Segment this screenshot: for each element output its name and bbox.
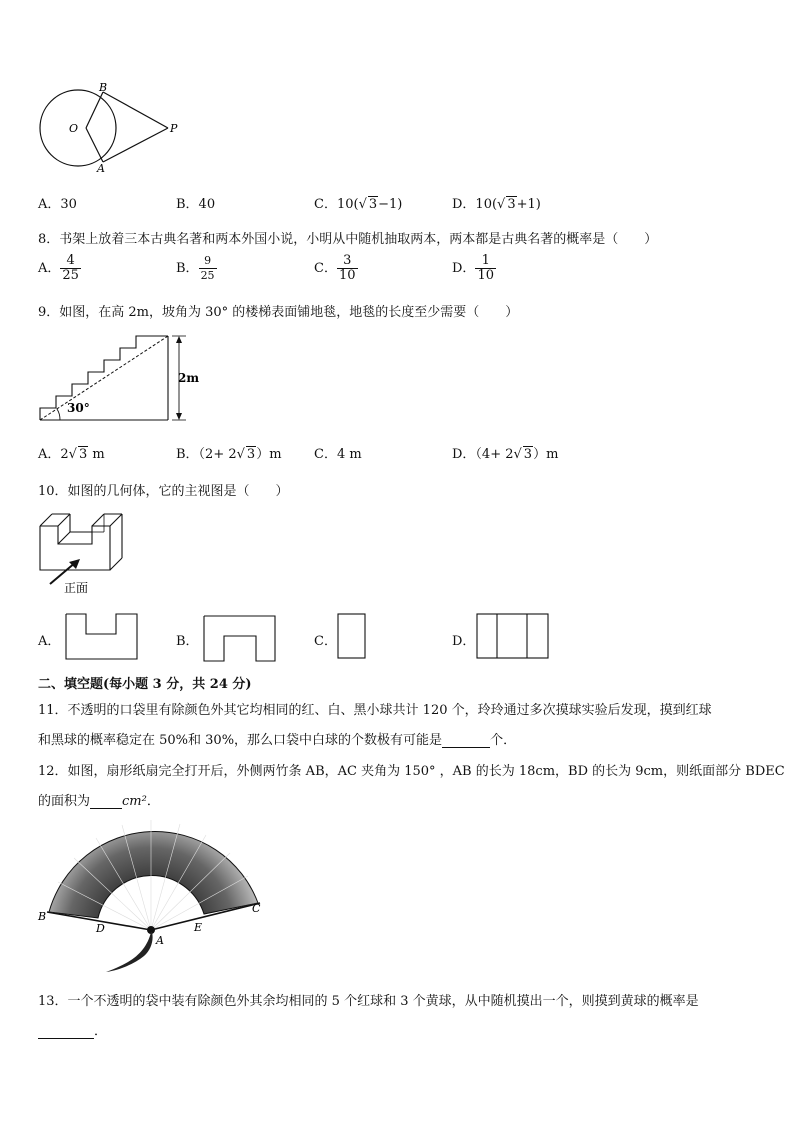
q12-line1: 12．如图，扇形纸扇完全打开后，外侧两竹条 AB，AC 夹角为 150° ，AB 的长为 18cm，BD 的长为 9cm，则纸面部分 BDEC — [38, 764, 785, 779]
fan-label-A: A — [156, 934, 164, 947]
label-A: A — [97, 162, 105, 175]
q10-option-c[interactable]: C． — [314, 634, 337, 649]
q13-line1: 13．一个不透明的袋中装有除颜色外其余均相同的 5 个红球和 3 个黄球，从中随机摸出一个，则摸到黄球的概率是 — [38, 994, 699, 1009]
height-label: 2m — [178, 371, 200, 385]
q8-option-c[interactable]: C． $\frac{3}{10}$ — [314, 253, 356, 283]
q7-option-b[interactable]: B．40 — [176, 197, 216, 212]
q12-line2: 的面积为 cm²． — [38, 794, 160, 809]
q10-option-d[interactable]: D． — [452, 634, 476, 649]
q13-line2: ． — [38, 1020, 107, 1039]
q11-line2: 和黑球的概率稳定在 50%和 30%，那么口袋中白球的个数极有可能是 个． — [38, 733, 517, 748]
solid-figure — [36, 510, 136, 600]
q8-option-a[interactable]: A． $\frac{4}{25}$ — [38, 253, 79, 283]
q7-option-a[interactable]: A．30 — [38, 197, 77, 212]
fan-label-C: C — [252, 902, 261, 915]
q9-text: 9．如图，在高 2m，坡角为 30° 的楼梯表面铺地毯，地毯的长度至少需要（ ） — [38, 305, 519, 320]
fan-label-D: D — [96, 922, 105, 935]
front-label: 正面 — [64, 581, 89, 595]
q10-option-a[interactable]: A． — [38, 634, 61, 649]
circle-tangent-figure — [36, 80, 186, 175]
fan-label-B: B — [38, 910, 47, 923]
q9-option-a[interactable]: A．2√ 3 m — [38, 447, 105, 462]
staircase-figure — [36, 328, 206, 428]
q8-option-d[interactable]: D． $\frac{1}{10}$ — [452, 253, 494, 283]
fan-label-E: E — [194, 921, 203, 934]
q8-text: 8．书架上放着三本古典名著和两本外国小说，小明从中随机抽取两本，两本都是古典名著的概率是（ ） — [38, 232, 658, 247]
label-B: B — [99, 81, 108, 94]
q10-option-a-shape[interactable] — [64, 612, 140, 662]
q11-answer-blank[interactable] — [442, 733, 490, 748]
q10-text: 10．如图的几何体，它的主视图是（ ） — [38, 484, 289, 499]
label-P: P — [170, 122, 178, 135]
q9-option-c[interactable]: C．4 m — [314, 447, 362, 462]
section-title: 二、填空题(每小题 3 分，共 24 分) — [38, 677, 252, 692]
q10-option-b[interactable]: B． — [176, 634, 199, 649]
q7-option-c[interactable]: C．10(√ 3−1) — [314, 197, 403, 212]
q10-option-b-shape[interactable] — [202, 614, 278, 664]
q8-option-b[interactable]: B． $\frac{9}{25}$ — [176, 254, 215, 282]
q10-option-c-shape[interactable] — [336, 612, 368, 660]
q12-answer-blank[interactable] — [90, 794, 122, 809]
q11-line1: 11．不透明的口袋里有除颜色外其它均相同的红、白、黑小球共计 120 个，玲玲通过多次摸球实验后发现，摸到红球 — [38, 703, 712, 718]
q9-option-b[interactable]: B．（2+ 2√ 3）m — [176, 447, 282, 462]
folding-fan-figure — [36, 820, 276, 975]
q9-option-d[interactable]: D．（4+ 2√ 3）m — [452, 447, 559, 462]
q7-option-d[interactable]: D．10(√ 3+1) — [452, 197, 541, 212]
q10-option-d-shape[interactable] — [475, 612, 551, 660]
label-O: O — [69, 122, 79, 135]
angle-label: 30° — [67, 401, 90, 415]
q13-answer-blank[interactable] — [38, 1024, 94, 1039]
